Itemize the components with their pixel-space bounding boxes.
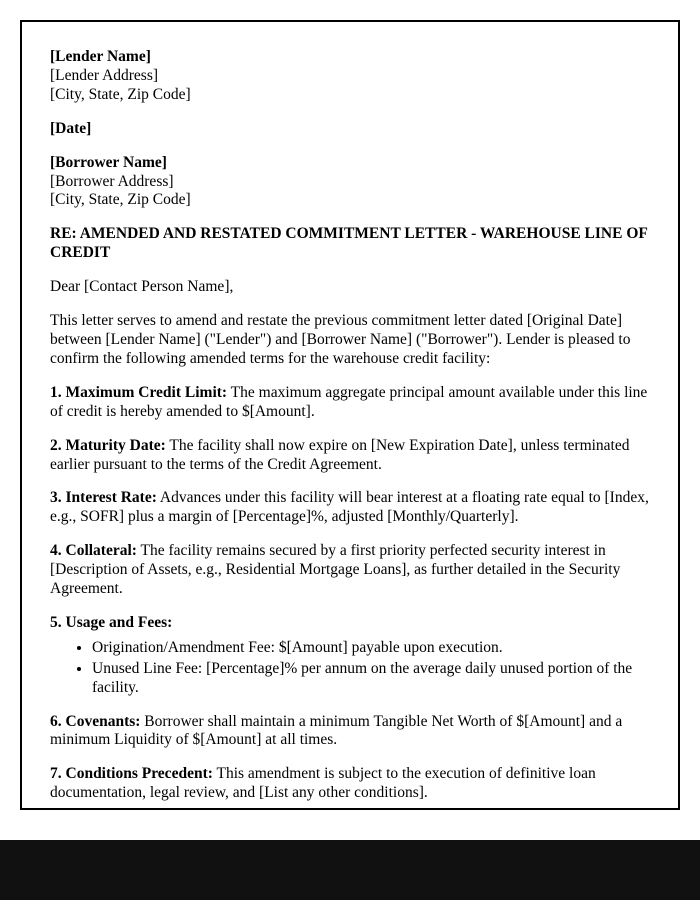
intro-paragraph: This letter serves to amend and restate the previous commitment letter dated [Original Date] between [Lender Name] ("Lender") and [Borrower Name] ("Borrower"). Lender is pleased to confirm the following amended terms for the warehouse credit facility: (50, 312, 631, 367)
borrower-name: [Borrower Name] (50, 153, 167, 171)
term-conditions-precedent (50, 765, 650, 803)
term-credit-limit-text: The maximum aggregate principal amount available under this line of credit is hereby amended to $[Amount]. (50, 383, 648, 420)
term-conditions-precedent-label: 7. Conditions Precedent: (50, 765, 213, 783)
term-credit-limit-label: 1. Maximum Credit Limit: (50, 383, 228, 401)
letter-border-frame (20, 20, 680, 810)
date-block (50, 120, 650, 139)
letter-content (22, 22, 678, 810)
fee-item-origination: • Origination/Amendment Fee: $[Amount] payable upon execution. (92, 639, 650, 658)
term-collateral (50, 542, 650, 599)
lender-city-state-zip: [City, State, Zip Code] (50, 85, 191, 103)
term-credit-limit (50, 384, 650, 422)
term-covenants-label: 6. Covenants: (50, 712, 141, 730)
lender-address-block (50, 48, 650, 105)
lender-address: [Lender Address] (50, 66, 159, 84)
fees-heading: 5. Usage and Fees: (50, 613, 173, 631)
term-conditions-precedent-text: This amendment is subject to the execution of definitive loan documentation, legal review, and [List any other conditions]. (50, 765, 596, 802)
lender-name: [Lender Name] (50, 48, 151, 65)
term-collateral-label: 4. Collateral: (50, 542, 137, 560)
term-interest-rate-text: Advances under this facility will bear interest at a floating rate equal to [Index, e.g., SOFR] plus a margin of [Percentage]%, adjusted [Monthly/Quarterly]. (50, 489, 649, 526)
salutation: Dear [Contact Person Name], (50, 278, 234, 296)
term-interest-rate (50, 489, 650, 527)
term-collateral-text: The facility remains secured by a first priority perfected security interest in [Description of Assets, e.g., Residential Mortgage Loans], as further detailed in the Security Agreement. (50, 542, 621, 598)
term-maturity-date-label: 2. Maturity Date: (50, 436, 166, 454)
term-maturity-date (50, 437, 650, 475)
term-covenants (50, 713, 650, 751)
borrower-address-block (50, 154, 650, 211)
borrower-city-state-zip: [City, State, Zip Code] (50, 191, 191, 209)
term-covenants-text: Borrower shall maintain a minimum Tangible Net Worth of $[Amount] and a minimum Liquidity of $[Amount] at all times. (50, 712, 623, 749)
term-maturity-date-text: The facility shall now expire on [New Expiration Date], unless terminated earlier pursuant to the terms of the Credit Agreement. (50, 436, 630, 473)
letter-date: [Date] (50, 119, 92, 137)
fees-list (50, 639, 650, 698)
term-interest-rate-label: 3. Interest Rate: (50, 489, 157, 507)
fee-item-unused-line: • Unused Line Fee: [Percentage]% per annum on the average daily unused portion of the facility. (92, 660, 650, 698)
borrower-address: [Borrower Address] (50, 172, 174, 190)
subject-line: RE: AMENDED AND RESTATED COMMITMENT LETTER - WAREHOUSE LINE OF CREDIT (50, 225, 648, 262)
